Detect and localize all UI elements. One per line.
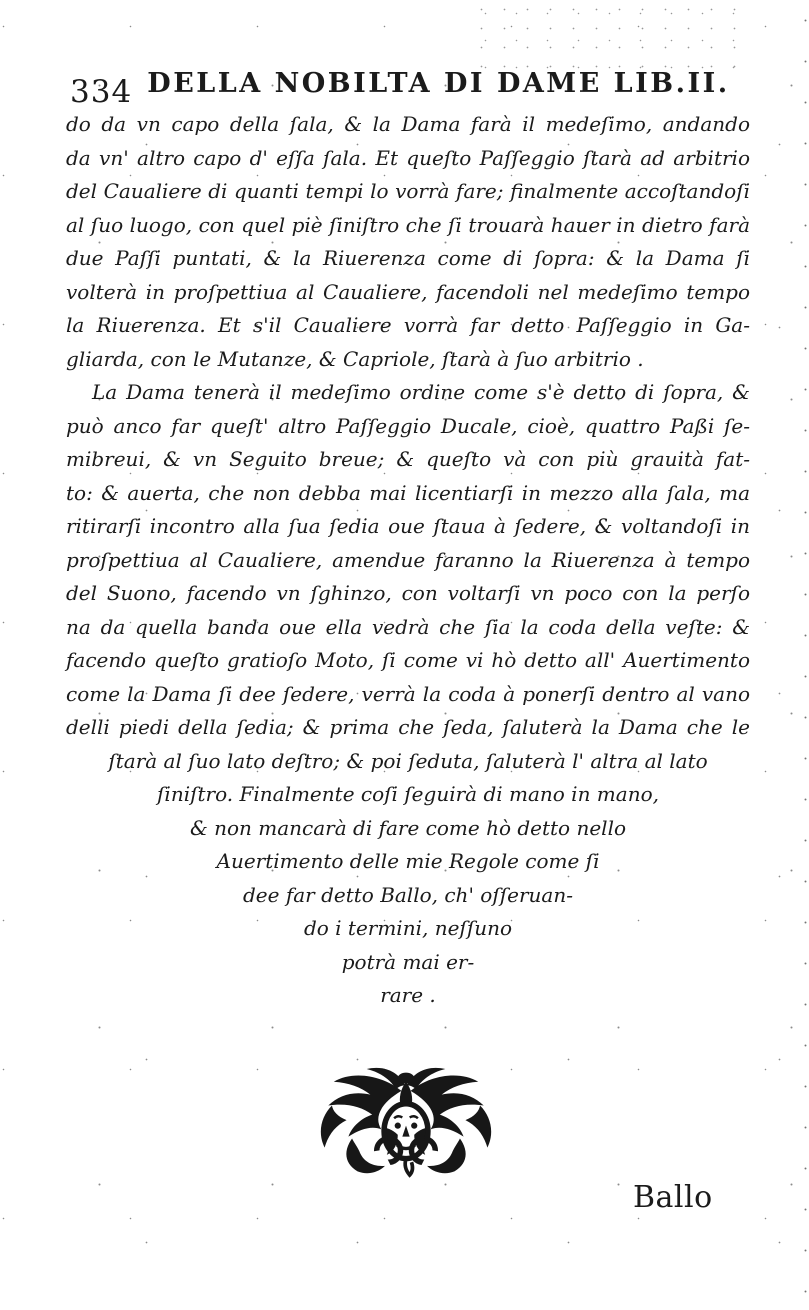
text-line-taper: do i termini, neſſuno xyxy=(303,916,513,940)
text-line: do da vn capo della ſala, & la Dama farà il medeſimo, andando xyxy=(66,112,750,136)
grotesque-mask-tailpiece-ornament-icon xyxy=(310,1058,502,1186)
text-line-taper: dee far detto Ballo, ch' oſſeruan- xyxy=(243,882,573,907)
text-line: del Suono, facendo vn ſghinzo, con voltarſi vn poco con la perſo xyxy=(66,581,750,605)
text-line-taper: ſtarà al ſuo lato deſtro; & poi ſeduta, ſaluterà l' altra al lato xyxy=(108,748,708,773)
text-line: due Paſſi puntati, & la Riuerenza come di ſopra: & la Dama ſi xyxy=(66,246,750,270)
scan-noise-cluster xyxy=(470,0,750,75)
text-line-taper: potrà mai er- xyxy=(341,949,475,974)
text-line-taper: rare . xyxy=(380,983,436,1007)
text-line: proſpettiua al Caualiere, amendue faranno la Riuerenza à tempo xyxy=(66,547,750,572)
text-line: come la Dama ſi dee ſedere, verrà la coda à ponerſi dentro al vano xyxy=(66,681,750,706)
text-line: to: & auerta, che non debba mai licentiarſi in mezzo alla ſala, ma xyxy=(66,480,750,505)
text-line: na da quella banda oue ella vedrà che ſia la coda della veſte: & xyxy=(66,614,750,639)
running-head xyxy=(0,66,809,110)
text-line-taper: ſiniſtro. Finalmente coſi ſeguirà di mano in mano, xyxy=(157,782,659,806)
text-line: volterà in proſpettiua al Caualiere, facendoli nel medeſimo tempo xyxy=(66,279,750,304)
catchword: Ballo xyxy=(633,1180,713,1215)
scan-edge-dots xyxy=(804,0,807,1310)
text-line-taper: Auertimento delle mie Regole come ſi xyxy=(216,849,600,873)
text-line: da vn' altro capo d' eſſa ſala. Et queſto Paſſeggio ſtarà ad arbitrio xyxy=(66,145,750,170)
text-line: facendo queſto gratioſo Moto, ſi come vi hò detto all' Auertimento xyxy=(66,648,750,672)
text-line-taper: & non mancarà di fare come hò detto nello xyxy=(189,815,627,840)
text-line: mibreui, & vn Seguito breue; & queſto và con più grauità fat- xyxy=(66,447,750,471)
text-line: al ſuo luogo, con quel piè ſiniſtro che ſi trouarà hauer in dietro farà xyxy=(66,212,750,237)
text-line: la Riuerenza. Et s'il Caualiere vorrà far detto Paſſeggio in Ga- xyxy=(66,313,750,337)
text-line: può anco far queſt' altro Paſſeggio Ducale, cioè, quattro Paßi ſe- xyxy=(66,413,750,438)
text-line-paragraph-end: gliarda, con le Mutanze, & Capriole, ſtarà à ſuo arbitrio . xyxy=(66,346,644,371)
text-line: delli piedi della ſedia; & prima che ſeda, ſaluterà la Dama che le xyxy=(66,715,750,739)
text-line: ritirarſi incontro alla ſua ſedia oue ſtaua à ſedere, & voltandoſi in xyxy=(66,514,750,538)
text-line-paragraph-start: La Dama tenerà il medeſimo ordine come s'è detto di ſopra, & xyxy=(92,380,750,404)
body-text xyxy=(66,108,750,1013)
page-number: 334 xyxy=(70,74,133,110)
page-title: DELLA NOBILTA DI DAME LIB.II. xyxy=(147,68,730,99)
text-line: del Caualiere di quanti tempi lo vorrà fare; finalmente accoſtandoſi xyxy=(66,179,750,203)
